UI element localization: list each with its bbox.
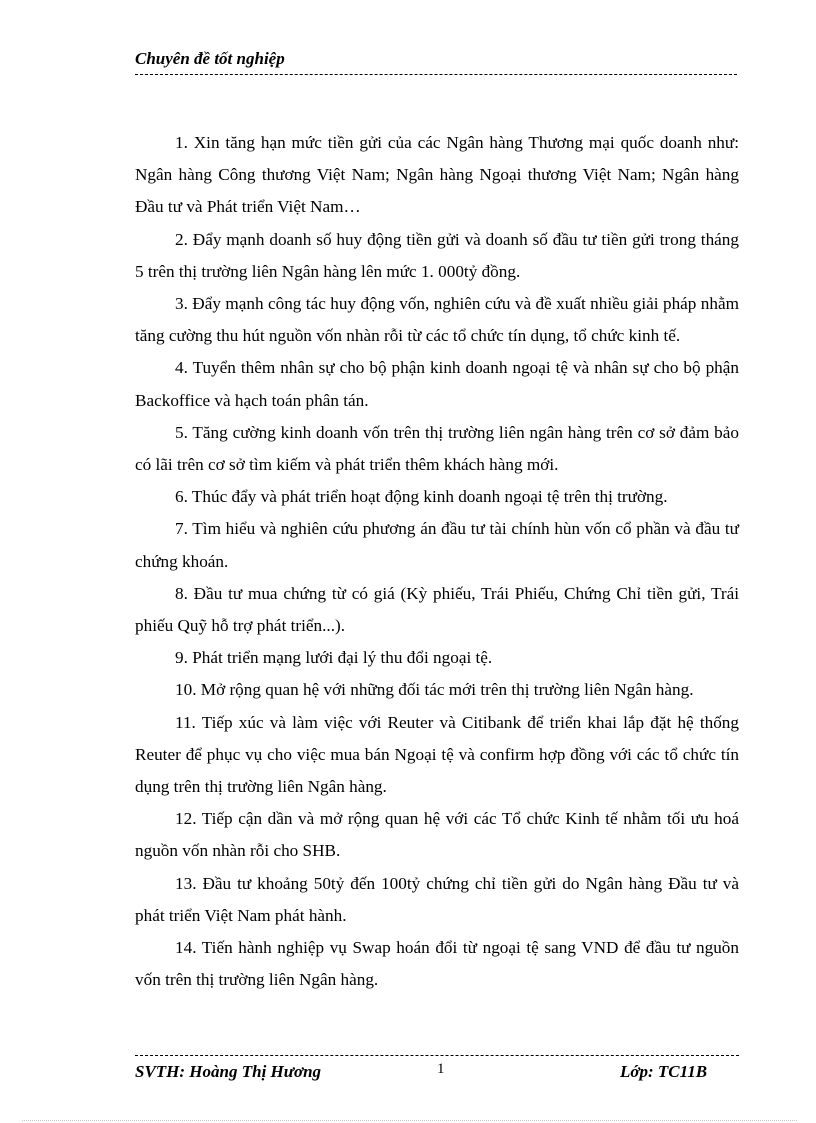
footer-class-label: Lớp: TC11B [620,1062,708,1081]
header-title: Chuyên đề tốt nghiệp [135,49,285,68]
paragraph-3: 3. Đẩy mạnh công tác huy động vốn, nghiên cứu và đề xuất nhiều giải pháp nhằm tăng cường thu hút nguồn vốn nhàn rỗi từ các tổ chức tín dụng, tổ chức kinh tế. [135,294,739,346]
paragraph-11: 11. Tiếp xúc và làm việc với Reuter và Citibank để triển khai lắp đặt hệ thống Reuter để phục vụ cho việc mua bán Ngoại tệ và confirm hợp đồng với các tổ chức tín dụng trên thị trường liên Ngân hàng. [135,712,739,797]
page-header [135,48,737,75]
paragraph-10: 10. Mở rộng quan hệ với những đối tác mới trên thị trường liên Ngân hàng. [175,680,694,700]
paragraph-9: 9. Phát triển mạng lưới đại lý thu đổi ngoại tệ. [175,648,493,668]
paragraph-1: 1. Xin tăng hạn mức tiền gửi của các Ngân hàng Thương mại quốc doanh như: Ngân hàng Công thương Việt Nam; Ngân hàng Ngoại thương Việt Nam; Ngân hàng Đầu tư và Phát triển Việt Nam… [135,133,739,217]
paragraph-7: 7. Tìm hiểu và nghiên cứu phương án đầu tư tài chính hùn vốn cổ phần và đầu tư chứng khoán. [135,519,739,571]
page-bottom-edge [22,1120,797,1121]
paragraph-12: 12. Tiếp cận dần và mở rộng quan hệ với các Tổ chức Kinh tế nhằm tối ưu hoá nguồn vốn nhàn rỗi cho SHB. [135,809,739,861]
paragraph-13: 13. Đầu tư khoảng 50tỷ đến 100tỷ chứng chỉ tiền gửi do Ngân hàng Đầu tư và phát triển Việt Nam phát hành. [135,873,739,925]
paragraph-6: 6. Thúc đẩy và phát triển hoạt động kinh doanh ngoại tệ trên thị trường. [175,487,668,507]
paragraph-4: 4. Tuyển thêm nhân sự cho bộ phận kinh doanh ngoại tệ và nhân sự cho bộ phận Backoffice và hạch toán phân tán. [135,358,739,410]
footer-divider [135,1055,739,1056]
paragraph-2: 2. Đẩy mạnh doanh số huy động tiền gửi và doanh số đầu tư tiền gửi trong tháng 5 trên thị trường liên Ngân hàng lên mức 1. 000tỷ đồng. [135,229,739,281]
document-body [135,127,739,996]
paragraph-5: 5. Tăng cường kinh doanh vốn trên thị trường liên ngân hàng trên cơ sở đảm bảo có lãi trên cơ sở tìm kiếm và phát triển thêm khách hàng mới. [135,422,739,475]
paragraph-14: 14. Tiến hành nghiệp vụ Swap hoán đổi từ ngoại tệ sang VND để đầu tư nguồn vốn trên thị trường liên Ngân hàng. [135,938,739,990]
paragraph-8: 8. Đầu tư mua chứng từ có giá (Kỳ phiếu, Trái Phiếu, Chứng Chỉ tiền gửi, Trái phiếu Quỹ hỗ trợ phát triển...). [135,583,739,636]
footer-student-name: SVTH: Hoàng Thị Hương [135,1062,322,1081]
page-number: 1 [437,1061,445,1077]
